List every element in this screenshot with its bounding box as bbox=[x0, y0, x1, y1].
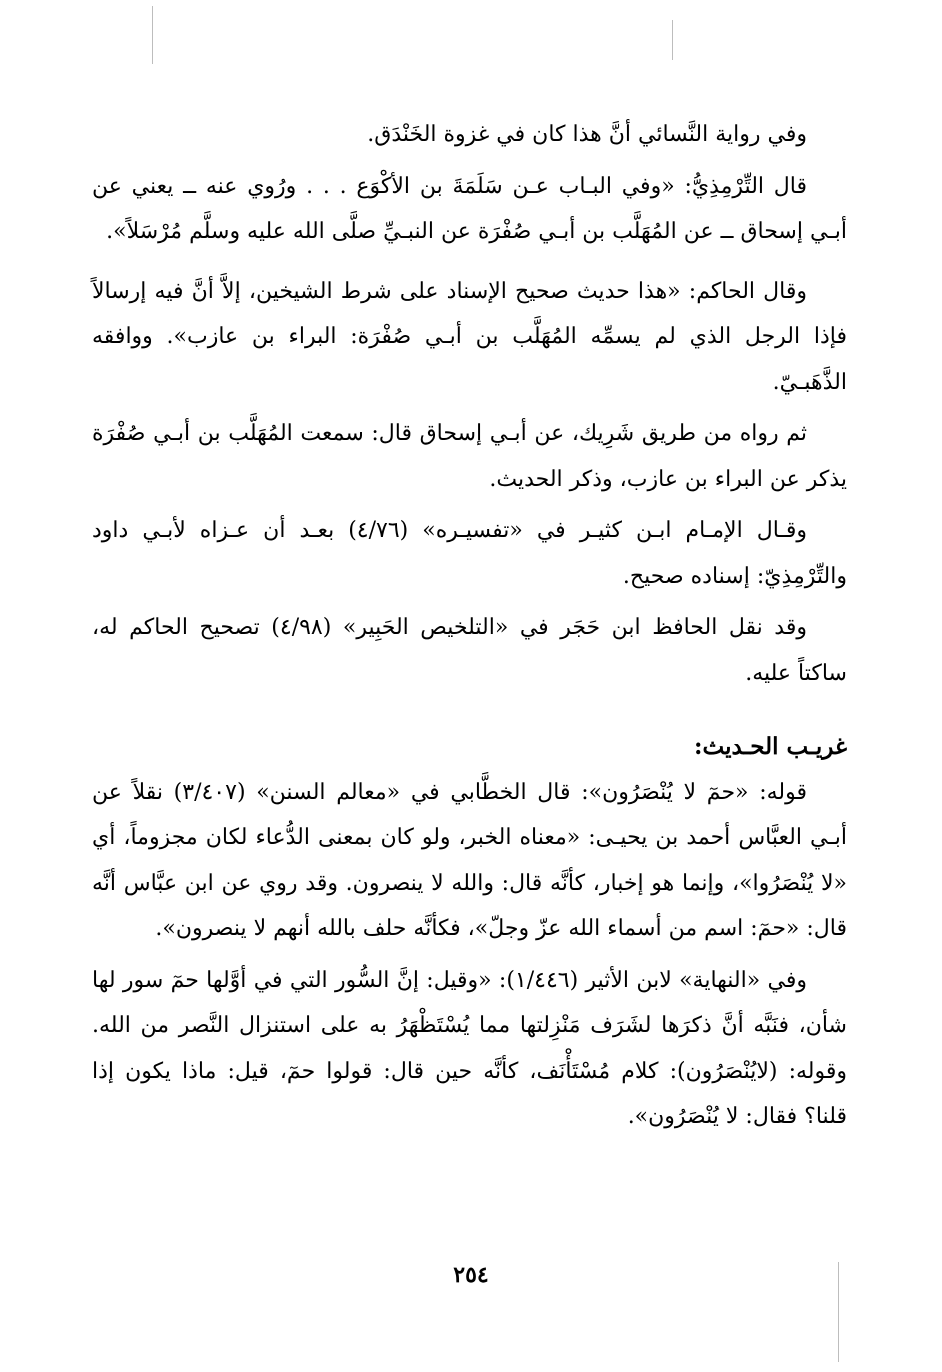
body-text bbox=[92, 112, 847, 1140]
paragraph-sharik-narration: ثم رواه من طريق شَرِيك، عن أبـي إسحاق قال: سمعت المُهَلَّب بن أبـي صُفْرَة يذكر عن البراء بن عازب، وذكر الحديث. bbox=[92, 421, 847, 492]
page-number: ٢٥٤ bbox=[453, 1262, 489, 1288]
paragraph-nasai-narration: وفي رواية النَّسائي أنَّ هذا كان في غزوة الخَنْدَق. bbox=[367, 122, 807, 147]
scan-mark-top bbox=[152, 6, 153, 64]
paragraph-ibn-hajar: وقد نقل الحافظ ابن حَجَر في «التلخيص الحَبِير» (٤/٩٨) تصحيح الحاكم له، ساكتاً عليه. bbox=[92, 615, 847, 686]
scan-mark-top-2 bbox=[672, 20, 673, 60]
paragraph-tirmidhi-quote: قال التِّرْمِذِيُّ: «وفي البـاب عـن سَلَمَةَ بن الأكْوَع . . . ورُوي عنه ــ يعني عن أبـي إسحاق ــ عن المُهَلَّب بن أبـي صُفْرَة عن النبـيِّ صلَّى الله عليه وسلَّم مُرْسَلاً». bbox=[92, 173, 847, 244]
paragraph-ibn-kathir: وقـال الإمـام ابـن كثيـر في «تفسيـره» (٤/٧٦) بعـد أن عـزاه لأبـي داود والتِّرْمِذِيّ: إسناده صحيح. bbox=[92, 518, 847, 589]
section-heading-gharib: غريـب الحـديث: bbox=[694, 733, 847, 760]
paragraph-khattabi: قوله: «حمٓ لا يُنْصَرُون»: قال الخطَّابي في «معالم السنن» (٣/٤٠٧) نقلاً عن أبـي العبَّاس أحمد بن يحيـى: «معناه الخبر، ولو كان بمعنى الدُّعاء لكان مجزوماً، أي «لا يُنْصَرُوا»، وإنما هو إخبار، كأنَّه قال: والله لا ينصرون. وقد روي عن ابن عبَّاس أنَّه قال: «حمٓ: اسم من أسماء الله عزّ وجلّ»، فكأنَّه حلف بالله أنهم لا ينصرون». bbox=[92, 779, 847, 941]
paragraph-nihaya: وفي «النهاية» لابن الأثير (١/٤٤٦): «وقيل: إنَّ السُّور التي في أوَّلها حمٓ سور لها شأن، فنَبَّه أنَّ ذكرَها لشَرَف مَنْزِلتها مما يُسْتَظْهَرُ به على استنزال النَّصر من الله. وقوله: (لايُنْصَرُون): كلام مُسْتَأْنَف، كأنَّه حين قال: قولوا حمٓ، قيل: ماذا يكون إذا قلنا؟ فقال: لا يُنْصَرُون». bbox=[92, 967, 847, 1129]
paragraph-hakim-quote: وقال الحاكم: «هذا حديث صحيح الإسناد على شرط الشيخين، إلاَّ أنَّ فيه إرسالاً فإذا الرجل الذي لم يسمِّه المُهَلَّب بن أبـي صُفْرَة: البراء بن عازب». ووافقه الذَّهَبـيّ. bbox=[92, 278, 847, 395]
